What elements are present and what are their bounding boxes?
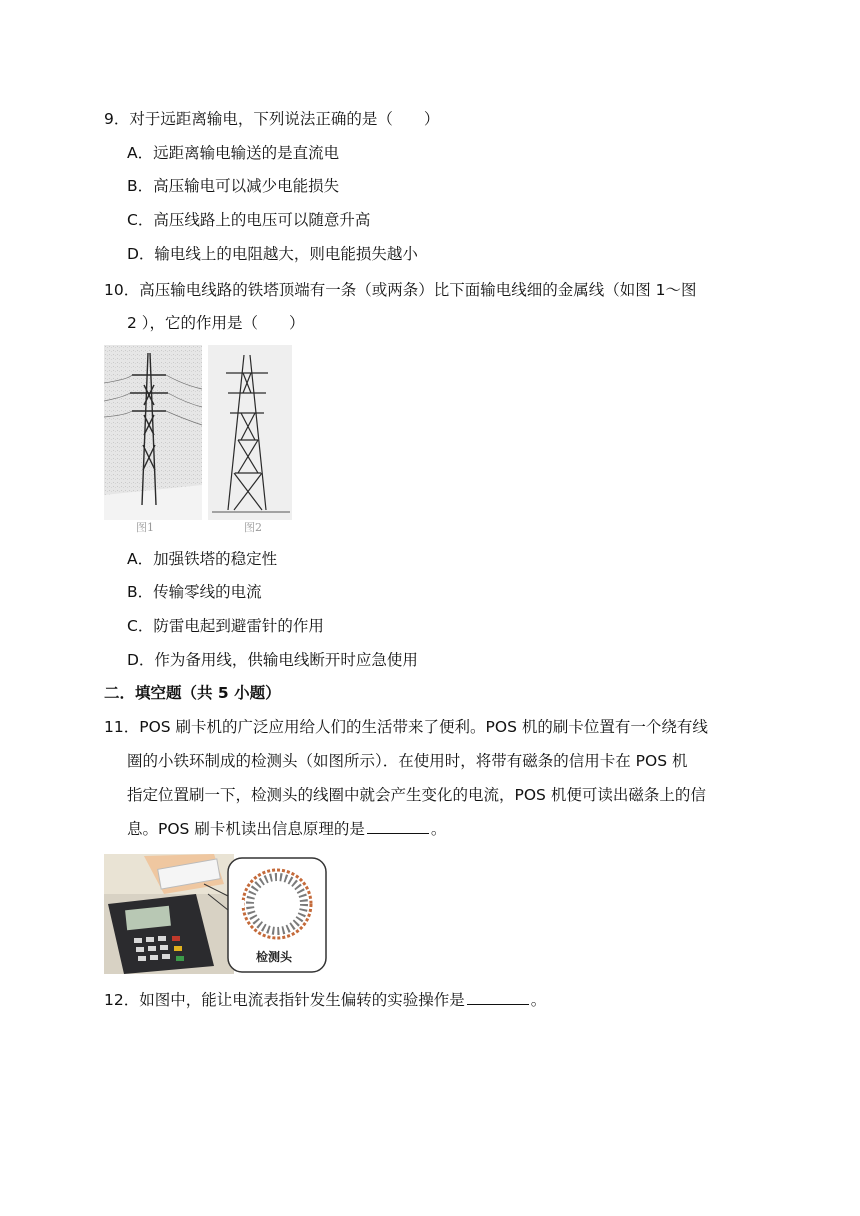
q10-option-a: A．加强铁塔的稳定性	[127, 550, 278, 568]
question-10-stem-line1: 10．高压输电线路的铁塔顶端有一条（或两条）比下面输电线细的金属线（如图 1～图	[104, 281, 697, 299]
question-11-line2: 圈的小铁环制成的检测头（如图所示）．在使用时，将带有磁条的信用卡在 POS 机	[127, 752, 688, 770]
tower-figure-image	[104, 345, 292, 535]
pos-figure-image	[104, 854, 328, 974]
answer-blank-12[interactable]	[467, 990, 529, 1005]
question-11-line4-suffix: 。	[430, 820, 447, 838]
q10-option-b: B．传输零线的电流	[127, 583, 262, 601]
q9-option-a: A．远距离输电输送的是直流电	[127, 144, 340, 162]
question-12	[104, 989, 546, 1011]
question-12-suffix: 。	[530, 991, 547, 1009]
detection-head-label: 检测头	[256, 950, 293, 964]
figure-caption-2: 图2	[244, 521, 262, 534]
section-title: 二．填空题（共 5 小题）	[104, 684, 281, 702]
question-11-line1: 11．POS 刷卡机的广泛应用给人们的生活带来了便利。POS 机的刷卡位置有一个绕有线	[104, 718, 708, 736]
figure-caption-1: 图1	[136, 521, 154, 534]
question-9-stem: 9．对于远距离输电，下列说法正确的是（ ）	[104, 110, 440, 128]
question-11-line4-prefix: 息。POS 刷卡机读出信息原理的是	[127, 820, 365, 838]
q9-option-d: D．输电线上的电阻越大，则电能损失越小	[127, 245, 418, 263]
question-11-line3: 指定位置刷一下，检测头的线圈中就会产生变化的电流，POS 机便可读出磁条上的信	[127, 786, 706, 804]
question-11-line4	[127, 818, 446, 840]
pos-figure	[104, 854, 328, 974]
q9-option-b: B．高压输电可以减少电能损失	[127, 177, 340, 195]
question-10-stem-line2: 2 ），它的作用是（ ）	[127, 314, 305, 332]
question-12-prefix: 12．如图中，能让电流表指针发生偏转的实验操作是	[104, 991, 465, 1009]
answer-blank-11[interactable]	[367, 819, 429, 834]
q9-option-c: C．高压线路上的电压可以随意升高	[127, 211, 371, 229]
q10-option-d: D．作为备用线，供输电线断开时应急使用	[127, 651, 418, 669]
q10-option-c: C．防雷电起到避雷针的作用	[127, 617, 324, 635]
tower-figure	[104, 345, 292, 535]
